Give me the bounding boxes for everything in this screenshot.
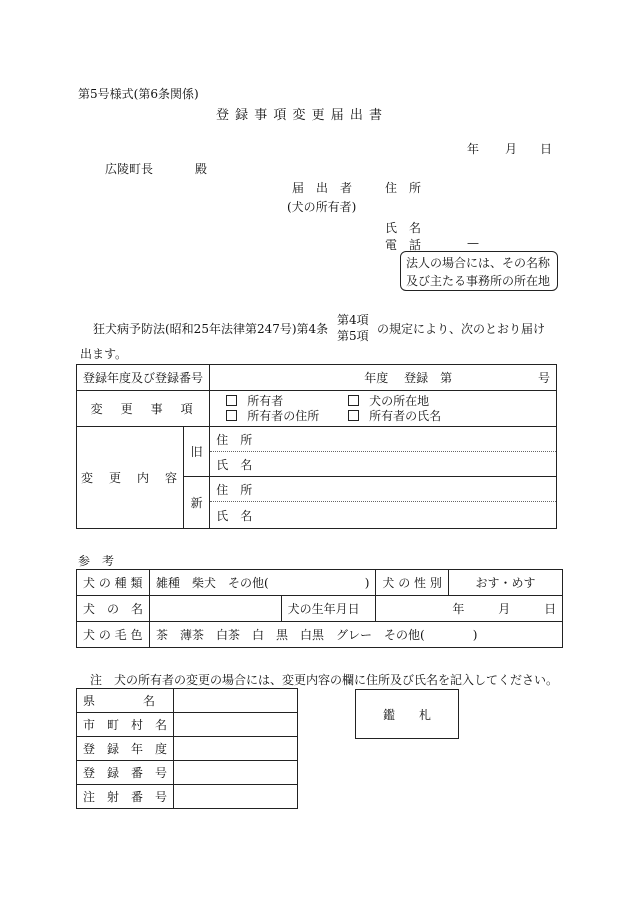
new-name-label: 氏 名 [216,508,253,523]
corporate-note-line1: 法人の場合には、その名称 [406,256,551,270]
tag-label: 鑑 札 [382,707,431,722]
new-address-cell[interactable] [210,477,557,502]
notifier-phone-label: 電 話 [385,238,422,252]
notifier-sublabel: (犬の所有者) [287,200,357,214]
birth-label: 犬の生年月日 [281,596,376,622]
reg-number-value[interactable] [174,761,298,785]
form-number: 第5号様式(第6条関係) [78,87,199,101]
checkbox-dog-location[interactable] [348,395,359,406]
option-owner-address-label: 所有者の住所 [247,408,320,423]
reg-number-label: 登 録 番 号 [77,761,174,785]
addressee-suffix: 殿 [195,162,208,176]
option-owner-name-label: 所有者の氏名 [369,408,442,423]
page-title: 登 録 事 項 変 更 届 出 書 [216,108,384,123]
new-address-label: 住 所 [216,482,253,497]
checkbox-owner[interactable] [226,395,237,406]
municipality-label: 市 町 村 名 [77,713,174,737]
sex-options[interactable]: おす・めす [448,570,562,596]
option-dog-location[interactable] [348,394,429,408]
corporate-note-line2: 及び主たる事務所の所在地 [406,274,551,288]
change-item-label-text: 変 更 事 項 [90,402,196,416]
checkbox-owner-address[interactable] [226,410,237,421]
clause-5: 第5項 [337,329,369,343]
change-content-label-text: 変 更 内 容 [81,471,180,485]
reg-label: 登録年度及び登録番号 [77,365,210,391]
registration-table [76,364,557,529]
injection-number-value[interactable] [174,785,298,809]
reg-year: 年度 [364,371,389,385]
reg-year-value[interactable] [174,737,298,761]
notifier-name-label: 氏 名 [385,221,422,235]
reference-label: 参 考 [78,554,115,568]
body-text-part2: の規定により、次のとおり届け [377,322,546,336]
birth-value[interactable] [376,596,563,622]
option-owner-label: 所有者 [247,393,284,408]
tag-info-table [76,688,298,809]
coat-label: 犬 の 毛 色 [77,622,150,648]
coat-options[interactable]: 茶 薄茶 白茶 白 黒 白黒 グレー その他( ) [150,622,563,648]
body-text-part1: 狂犬病予防法(昭和25年法律第247号)第4条 [93,322,329,336]
tag-box [355,689,459,739]
notifier-label: 届 出 者 [292,181,353,195]
new-label: 新 [184,477,210,529]
injection-number-label: 注 射 番 号 [77,785,174,809]
note: 注 犬の所有者の変更の場合には、変更内容の欄に住所及び氏名を記入してください。 [90,673,559,687]
old-address-label: 住 所 [216,432,253,447]
date-month: 月 [505,142,518,156]
notifier-address-label: 住 所 [385,181,422,195]
option-owner-name[interactable] [348,409,441,423]
dog-name-value[interactable] [150,596,282,622]
change-item-label [77,391,210,427]
date-day: 日 [540,142,553,156]
reg-year-label: 登 録 年 度 [77,737,174,761]
prefecture-label: 県 名 [77,689,174,713]
old-name-label: 氏 名 [216,457,253,472]
birth-month: 月 [498,602,511,616]
breed-label: 犬 の 種 類 [77,570,150,596]
option-owner[interactable] [226,394,344,409]
birth-day: 日 [544,602,557,616]
sex-label: 犬 の 性 別 [376,570,448,596]
clause-4: 第4項 [337,313,369,327]
date-year: 年 [467,142,480,156]
reg-no: 号 [537,371,550,385]
breed-options[interactable]: 雑種 柴犬 その他( ) [150,570,376,596]
option-dog-location-label: 犬の所在地 [369,393,430,408]
old-label: 旧 [184,427,210,477]
body-text-part3: 出ます。 [80,347,128,361]
municipality-value[interactable] [174,713,298,737]
birth-year: 年 [452,602,465,616]
reference-table [76,569,563,648]
new-name-cell[interactable] [210,502,557,529]
reg-mid: 登録 第 [404,371,453,385]
dog-name-label: 犬 の 名 [77,596,150,622]
change-item-options [210,391,557,427]
old-address-cell[interactable] [210,427,557,452]
prefecture-value[interactable] [174,689,298,713]
reg-number-cell[interactable] [210,365,557,391]
old-name-cell[interactable] [210,452,557,477]
checkbox-owner-name[interactable] [348,410,359,421]
phone-dash: — [467,236,479,250]
addressee-name: 広陵町長 [105,162,154,176]
change-content-label [77,427,184,529]
option-owner-address[interactable] [226,409,344,424]
